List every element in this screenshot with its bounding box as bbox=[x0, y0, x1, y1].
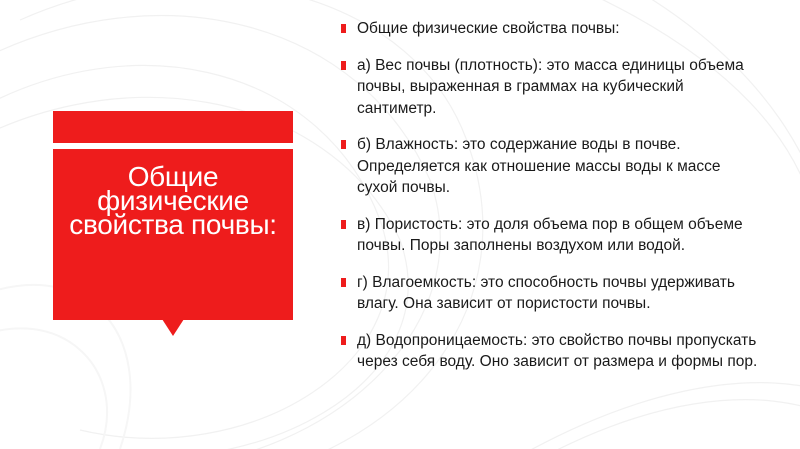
slide-title: Общие физические свойства почвы: bbox=[69, 161, 277, 240]
bullet-marker-icon bbox=[341, 220, 346, 229]
bullet-marker-icon bbox=[341, 140, 346, 149]
bullet-item bbox=[341, 330, 761, 373]
bullet-item bbox=[341, 134, 761, 199]
bullet-item bbox=[341, 214, 761, 257]
bullet-text: Общие физические свойства почвы: bbox=[357, 20, 620, 37]
title-box-pointer bbox=[162, 319, 184, 336]
bullet-text: г) Влагоемкость: это способность почвы удерживать влагу. Она зависит от пористости почвы. bbox=[357, 273, 735, 312]
bullet-item bbox=[341, 55, 761, 120]
bullet-marker-icon bbox=[341, 278, 346, 287]
bullet-marker-icon bbox=[341, 24, 346, 33]
bullet-item bbox=[341, 272, 761, 315]
bullet-marker-icon bbox=[341, 336, 346, 345]
bullet-list bbox=[341, 18, 761, 388]
bullet-text: а) Вес почвы (плотность): это масса единицы объема почвы, выраженная в граммах на кубический сантиметр. bbox=[357, 56, 744, 117]
bullet-marker-icon bbox=[341, 61, 346, 70]
bullet-text: б) Влажность: это содержание воды в почве. Определяется как отношение массы воды к массе сухой почвы. bbox=[357, 136, 721, 196]
bullet-text: д) Водопроницаемость: это свойство почвы пропускать через себя воду. Оно зависит от размера и формы пор. bbox=[357, 331, 758, 370]
bullet-item bbox=[341, 18, 761, 40]
bullet-text: в) Пористость: это доля объема пор в общем объеме почвы. Поры заполнены воздухом или водой. bbox=[357, 215, 743, 254]
title-accent-strip bbox=[53, 111, 293, 143]
